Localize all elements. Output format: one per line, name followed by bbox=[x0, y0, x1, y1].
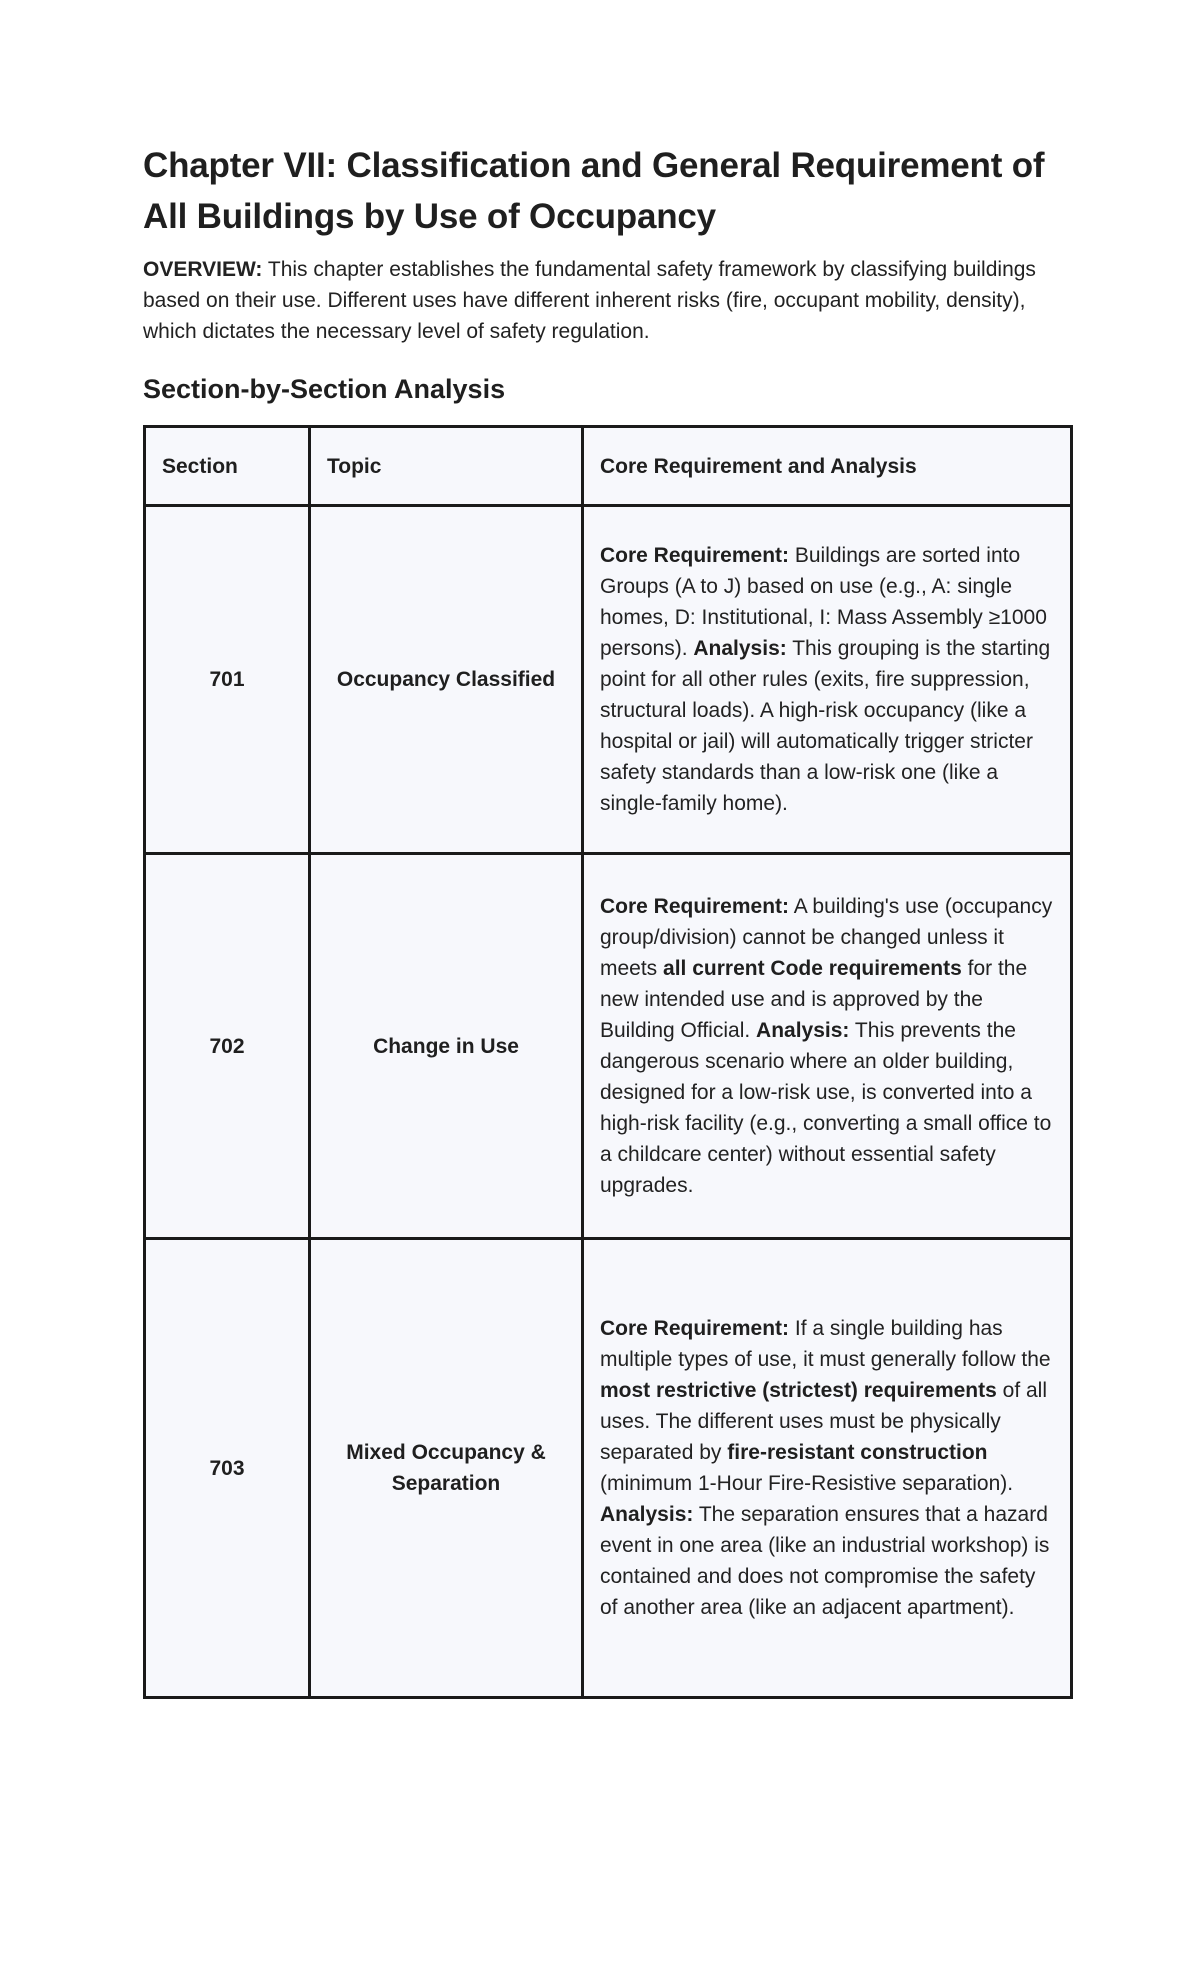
text-run: If a single building has multiple types of use, it must generally follow the bbox=[600, 1317, 1051, 1371]
core-requirement-cell bbox=[583, 506, 1072, 854]
text-run: for the new intended use and is approved by the Building Official. bbox=[600, 957, 1028, 1042]
header-core: Core Requirement and Analysis bbox=[583, 427, 1072, 506]
bold-run: Core Requirement: bbox=[600, 1317, 790, 1340]
core-requirement-cell bbox=[583, 854, 1072, 1239]
header-section: Section bbox=[145, 427, 310, 506]
bold-run: most restrictive (strictest) requirements bbox=[600, 1379, 997, 1402]
document-page bbox=[143, 140, 1068, 1619]
bold-run: all current Code requirements bbox=[663, 957, 962, 980]
bold-run: Analysis: bbox=[693, 637, 787, 660]
core-requirement-cell bbox=[583, 1239, 1072, 1698]
section-number: 703 bbox=[145, 1239, 310, 1698]
bold-run: Analysis: bbox=[600, 1503, 694, 1526]
text-run: The separation ensures that a hazard event in one area (like an industrial workshop) is contained and does not compromise the safety of another area (like an adjacent apartment). bbox=[600, 1503, 1050, 1619]
table-row bbox=[145, 1239, 1072, 1698]
text-run: This prevents the dangerous scenario where an older building, designed for a low-risk use, is converted into a high-risk facility (e.g., converting a small office to a childcare center) without essential safety upgrades. bbox=[600, 1019, 1052, 1197]
section-heading: Section-by-Section Analysis bbox=[143, 374, 506, 404]
table-row bbox=[145, 854, 1072, 1239]
bold-run: Core Requirement: bbox=[600, 895, 790, 918]
text-run: (minimum 1-Hour Fire-Resistive separation). bbox=[600, 1472, 1014, 1495]
analysis-table bbox=[143, 425, 1073, 1699]
text-run: of all uses. The different uses must be physically separated by bbox=[600, 1379, 1048, 1464]
text-run: This grouping is the starting point for all other rules (exits, fire suppression, structural loads). A high-risk occupancy (like a hospital or jail) will automatically trigger stricter safety standards than a low-risk one (like a single-family home). bbox=[600, 637, 1051, 815]
bold-run: Core Requirement: bbox=[600, 544, 790, 567]
table-header-row bbox=[145, 427, 1072, 506]
text-run: A building's use (occupancy group/division) cannot be changed unless it meets bbox=[600, 895, 1053, 980]
topic-cell: Change in Use bbox=[310, 854, 583, 1239]
header-topic: Topic bbox=[310, 427, 583, 506]
topic-cell: Mixed Occupancy & Separation bbox=[310, 1239, 583, 1698]
section-number: 701 bbox=[145, 506, 310, 854]
text-run: Buildings are sorted into Groups (A to J) based on use (e.g., A: single homes, D: Institutional, I: Mass Assembly ≥1000 persons). bbox=[600, 544, 1047, 660]
bold-run: Analysis: bbox=[756, 1019, 850, 1042]
topic-cell: Occupancy Classified bbox=[310, 506, 583, 854]
overview-paragraph bbox=[143, 254, 1068, 347]
section-number: 702 bbox=[145, 854, 310, 1239]
overview-text: This chapter establishes the fundamental safety framework by classifying buildings based on their use. Different uses have different inherent risks (fire, occupant mobility, density), which dictates the necessary level of safety regulation. bbox=[143, 258, 1036, 343]
chapter-title: Chapter VII: Classification and General Requirement of All Buildings by Use of Occupancy bbox=[143, 146, 1045, 236]
table-row bbox=[145, 506, 1072, 854]
overview-label: OVERVIEW: bbox=[143, 258, 263, 281]
bold-run: fire-resistant construction bbox=[727, 1441, 988, 1464]
